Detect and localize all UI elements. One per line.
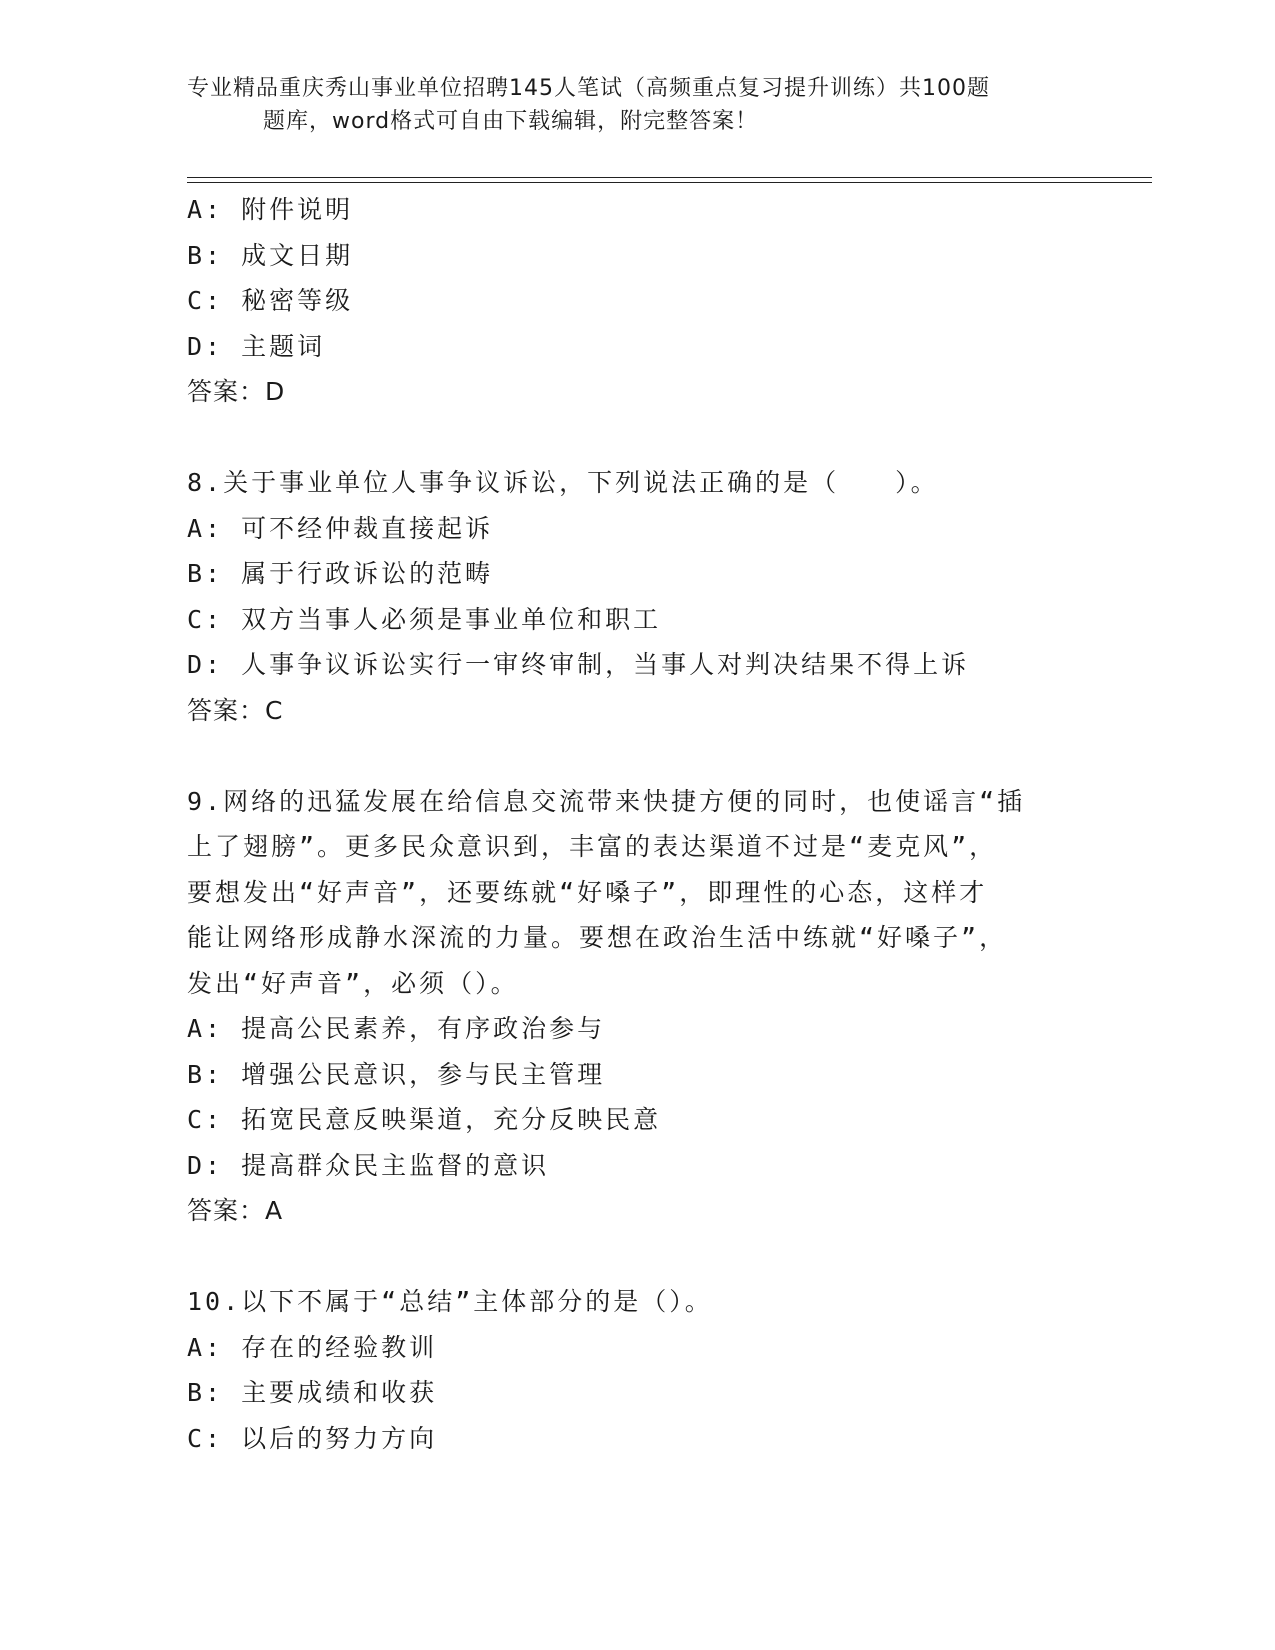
question-stem-line: 发出“好声音”，必须（）。 (187, 968, 519, 998)
option-d: D: 提高群众民主监督的意识 (187, 1150, 550, 1180)
answer-line: 答案：D (187, 377, 286, 406)
option-d: D: 人事争议诉讼实行一审终审制，当事人对判决结果不得上诉 (187, 650, 970, 679)
document-header (187, 72, 1067, 138)
question-stem: 10.以下不属于“总结”主体部分的是（）。 (187, 1287, 713, 1316)
question-8-block (187, 460, 1067, 733)
option-c: C: 以后的努力方向 (187, 1423, 438, 1453)
option-b: B: 主要成绩和收获 (187, 1378, 438, 1407)
option-c: C: 秘密等级 (187, 286, 354, 315)
header-rule-bottom (187, 182, 1152, 183)
question-content (187, 187, 1067, 1461)
option-a: A: 提高公民素养，有序政治参与 (187, 1014, 606, 1043)
option-a: A: 附件说明 (187, 195, 354, 224)
header-rule-top (187, 177, 1152, 178)
question-stem-line: 能让网络形成静水深流的力量。要想在政治生活中练就“好嗓子”， (187, 923, 1008, 952)
question-9-block (187, 779, 1067, 1234)
document-title-line-1: 专业精品重庆秀山事业单位招聘145人笔试（高频重点复习提升训练）共100题 (187, 76, 990, 101)
question-stem: 8.关于事业单位人事争议诉讼，下列说法正确的是（ ）。 (187, 468, 939, 497)
option-b: B: 属于行政诉讼的范畴 (187, 559, 494, 588)
option-b: B: 增强公民意识，参与民主管理 (187, 1059, 606, 1089)
option-a: A: 可不经仲裁直接起诉 (187, 513, 494, 543)
spacer (187, 1234, 1067, 1280)
option-c: C: 双方当事人必须是事业单位和职工 (187, 604, 662, 634)
spacer (187, 733, 1067, 779)
option-c: C: 拓宽民意反映渠道，充分反映民意 (187, 1105, 662, 1134)
question-7-block (187, 187, 1067, 415)
option-b: B: 成文日期 (187, 240, 354, 270)
option-a: A: 存在的经验教训 (187, 1332, 438, 1362)
document-title-line-2: 题库，word格式可自由下载编辑，附完整答案！ (263, 109, 759, 134)
answer-line: 答案：A (187, 1196, 284, 1225)
question-stem-line: 要想发出“好声音”，还要练就“好嗓子”，即理性的心态，这样才 (187, 877, 988, 907)
question-10-block (187, 1279, 1067, 1461)
option-d: D: 主题词 (187, 331, 326, 361)
spacer (187, 415, 1067, 461)
question-stem-line: 9.网络的迅猛发展在给信息交流带来快捷方便的同时，也使谣言“插 (187, 786, 1026, 816)
answer-line: 答案：C (187, 695, 284, 725)
question-stem-line: 上了翅膀”。更多民众意识到，丰富的表达渠道不过是“麦克风”， (187, 832, 998, 861)
